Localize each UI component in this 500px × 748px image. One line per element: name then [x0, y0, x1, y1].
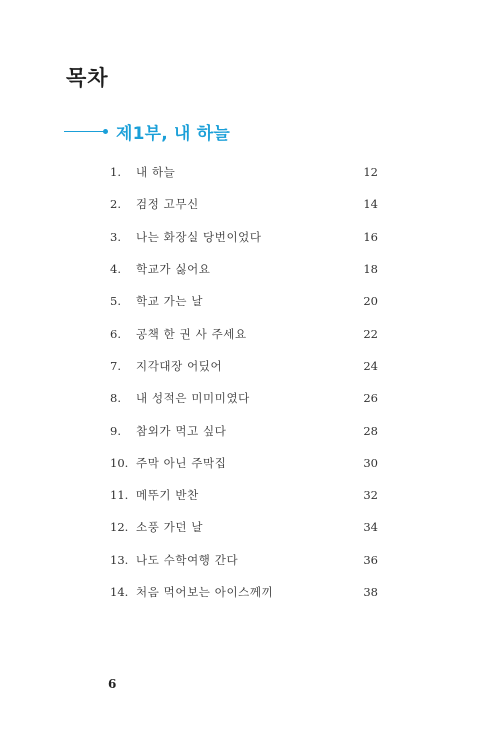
entry-title: 처음 먹어보는 아이스께끼	[136, 585, 274, 599]
part-heading	[64, 118, 230, 144]
entry-number: 10.	[110, 455, 129, 470]
page-number: 6	[108, 677, 117, 691]
part-title: 제1부, 내 하늘	[116, 123, 231, 144]
entry-title: 공책 한 권 사 주세요	[136, 326, 247, 341]
entry-number: 6.	[110, 326, 121, 341]
toc-entry[interactable]	[110, 188, 380, 220]
entry-number: 2.	[110, 197, 121, 212]
entry-title: 주막 아닌 주막집	[136, 455, 227, 470]
entry-title: 학교가 싫어요	[136, 262, 211, 277]
entry-page: 20	[363, 294, 378, 309]
entry-number: 4.	[110, 262, 121, 277]
bullet-dot-icon	[103, 129, 108, 134]
entry-page: 34	[363, 520, 378, 535]
entry-page: 26	[363, 391, 378, 406]
entry-page: 16	[363, 229, 378, 244]
toc-entry[interactable]	[110, 253, 380, 285]
entry-number: 11.	[110, 488, 129, 503]
entry-number: 7.	[110, 358, 121, 373]
toc-entry[interactable]	[110, 285, 380, 317]
toc-entry[interactable]	[110, 544, 380, 576]
entry-title: 검정 고무신	[136, 197, 199, 212]
entry-number: 3.	[110, 229, 121, 244]
entry-title: 지각대장 어딨어	[136, 358, 223, 373]
toc-entry[interactable]	[110, 414, 380, 446]
toc-entry[interactable]	[110, 382, 380, 414]
entry-number: 8.	[110, 391, 121, 406]
entry-number: 12.	[110, 520, 129, 535]
entry-number: 1.	[110, 165, 121, 180]
toc-entry[interactable]	[110, 576, 380, 608]
entry-page: 30	[363, 455, 378, 470]
page-title: 목차	[66, 66, 109, 90]
toc-entry[interactable]	[110, 156, 380, 188]
entry-number: 13.	[110, 552, 129, 567]
entry-page: 24	[363, 358, 378, 373]
entry-title: 나도 수학여행 간다	[136, 552, 239, 567]
toc-entry[interactable]	[110, 221, 380, 253]
entry-title: 참외가 먹고 싶다	[136, 423, 227, 438]
entry-title: 학교 가는 날	[136, 294, 204, 309]
entry-title: 내 하늘	[136, 165, 176, 180]
entry-title: 소풍 가던 날	[136, 520, 204, 535]
toc-entry[interactable]	[110, 511, 380, 543]
entry-page: 18	[363, 262, 378, 277]
entry-number: 9.	[110, 423, 121, 438]
entry-number: 5.	[110, 294, 121, 309]
toc-entry[interactable]	[110, 350, 380, 382]
toc-entry[interactable]	[110, 317, 380, 349]
toc-list	[110, 156, 380, 608]
entry-page: 38	[363, 585, 378, 599]
entry-page: 22	[363, 326, 378, 341]
entry-page: 12	[363, 165, 378, 180]
entry-number: 14.	[110, 585, 129, 599]
heading-rule	[64, 131, 104, 132]
entry-page: 28	[363, 423, 378, 438]
entry-page: 32	[363, 488, 378, 503]
toc-entry[interactable]	[110, 447, 380, 479]
toc-entry[interactable]	[110, 479, 380, 511]
entry-title: 메뚜기 반찬	[136, 488, 199, 503]
entry-title: 나는 화장실 당번이었다	[136, 229, 262, 244]
entry-title: 내 성적은 미미미였다	[136, 391, 250, 406]
entry-page: 14	[363, 197, 378, 212]
entry-page: 36	[363, 552, 378, 567]
